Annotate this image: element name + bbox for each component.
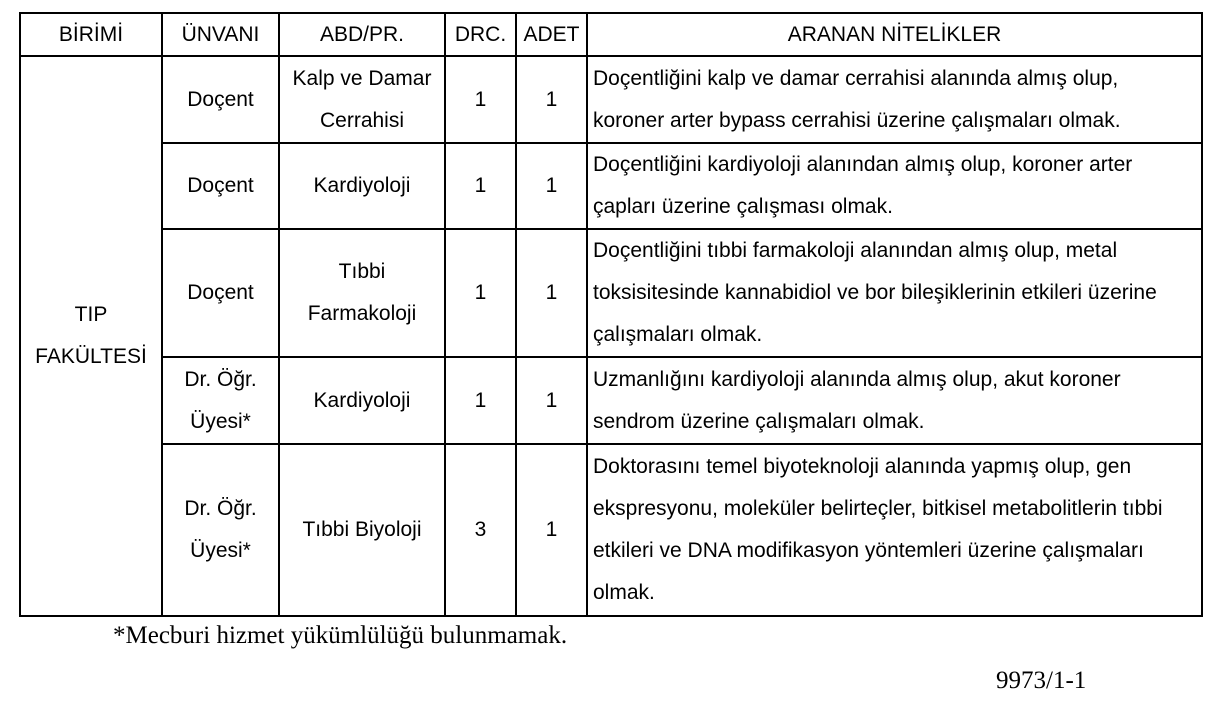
department-cell: Tıbbi Farmakoloji bbox=[279, 229, 445, 357]
table-row bbox=[20, 143, 1202, 229]
count-cell: 1 bbox=[516, 229, 587, 357]
document-number: 9973/1-1 bbox=[996, 667, 1087, 694]
degree-cell: 1 bbox=[445, 357, 516, 444]
title-cell: Dr. Öğr. Üyesi* bbox=[162, 357, 279, 444]
degree-cell: 1 bbox=[445, 143, 516, 229]
unit-line: TIP bbox=[74, 303, 108, 326]
count-cell: 1 bbox=[516, 357, 587, 444]
header-department: ABD/PR. bbox=[279, 13, 445, 56]
footnote: *Mecburi hizmet yükümlülüğü bulunmamak. bbox=[113, 622, 568, 649]
table-row bbox=[20, 444, 1202, 616]
header-count: ADET bbox=[516, 13, 587, 56]
count-cell: 1 bbox=[516, 143, 587, 229]
degree-cell: 3 bbox=[445, 444, 516, 616]
header-title: ÜNVANI bbox=[162, 13, 279, 56]
requirements-cell: Doçentliğini tıbbi farmakoloji alanından almış olup, metal toksisitesinde kannabidiol ve bor bileşiklerinin etkileri üzerine çalışmaları olmak. bbox=[587, 229, 1202, 357]
title-cell: Doçent bbox=[162, 56, 279, 143]
department-cell: Tıbbi Biyoloji bbox=[279, 444, 445, 616]
position-table bbox=[19, 12, 1203, 617]
requirements-cell: Doçentliğini kalp ve damar cerrahisi alanında almış olup, koroner arter bypass cerrahisi üzerine çalışmaları olmak. bbox=[587, 56, 1202, 143]
header-requirements: ARANAN NİTELİKLER bbox=[587, 13, 1202, 56]
unit-line: FAKÜLTESİ bbox=[35, 345, 147, 368]
table-row bbox=[20, 229, 1202, 357]
title-cell: Doçent bbox=[162, 229, 279, 357]
count-cell: 1 bbox=[516, 444, 587, 616]
department-cell: Kalp ve Damar Cerrahisi bbox=[279, 56, 445, 143]
title-cell: Doçent bbox=[162, 143, 279, 229]
table-header-row bbox=[20, 13, 1202, 56]
header-degree: DRC. bbox=[445, 13, 516, 56]
requirements-cell: Doktorasını temel biyoteknoloji alanında yapmış olup, gen ekspresyonu, moleküler belirteçler, bitkisel metabolitlerin tıbbi etkileri ve DNA modifikasyon yöntemleri üzerine çalışmaları olmak. bbox=[587, 444, 1202, 616]
title-cell: Dr. Öğr. Üyesi* bbox=[162, 444, 279, 616]
table-row bbox=[20, 56, 1202, 143]
department-cell: Kardiyoloji bbox=[279, 143, 445, 229]
count-cell: 1 bbox=[516, 56, 587, 143]
header-unit: BİRİMİ bbox=[20, 13, 162, 56]
table-row bbox=[20, 357, 1202, 444]
department-cell: Kardiyoloji bbox=[279, 357, 445, 444]
degree-cell: 1 bbox=[445, 56, 516, 143]
unit-cell bbox=[20, 56, 162, 616]
requirements-cell: Doçentliğini kardiyoloji alanından almış olup, koroner arter çapları üzerine çalışması olmak. bbox=[587, 143, 1202, 229]
requirements-cell: Uzmanlığını kardiyoloji alanında almış olup, akut koroner sendrom üzerine çalışmaları olmak. bbox=[587, 357, 1202, 444]
degree-cell: 1 bbox=[445, 229, 516, 357]
